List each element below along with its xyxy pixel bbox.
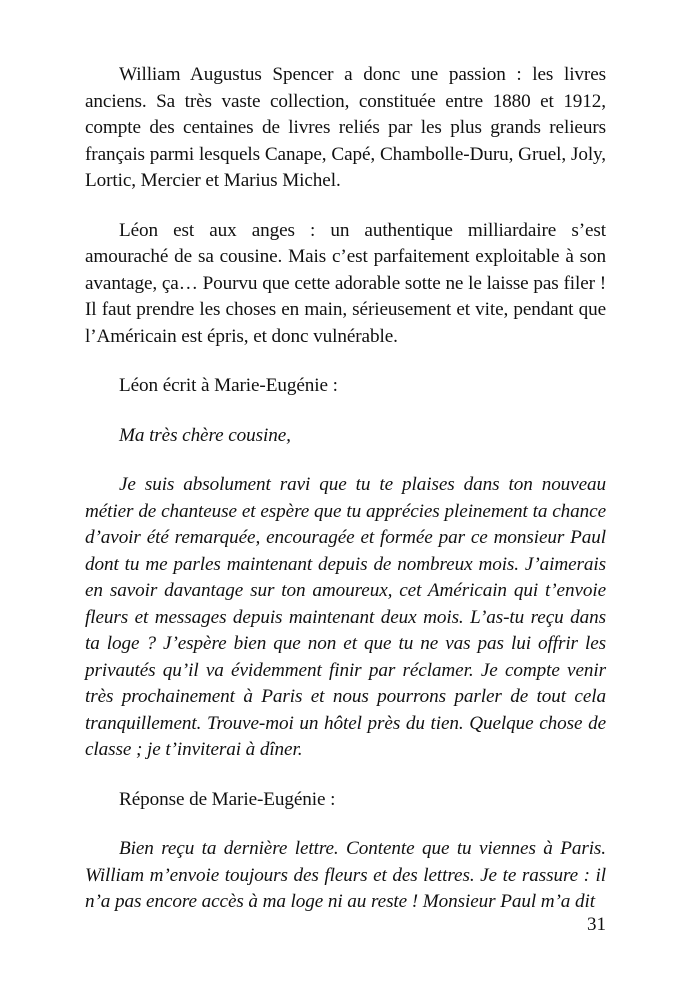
page-number: 31 xyxy=(587,914,606,935)
paragraph-leon-anges: Léon est aux anges : un authentique milliardaire s’est amouraché de sa cousine. Mais c’est parfaitement exploitable à son avantage, ça… Pourvu que cette adorable sotte ne le laisse pas filer ! Il faut prendre les choses en main, sérieusement et vite, pendant que l’Américain est épris, et donc vulnérable. xyxy=(85,219,606,347)
paragraph-reponse: Réponse de Marie-Eugénie : xyxy=(119,788,336,810)
page-body xyxy=(85,62,606,939)
letter-salutation: Ma très chère cousine, xyxy=(119,424,291,446)
paragraph-leon-ecrit: Léon écrit à Marie-Eugénie : xyxy=(119,375,338,396)
letter-body-leon: Je suis absolument ravi que tu te plaises dans ton nouveau métier de chanteuse et espère que tu apprécies pleinement ta chance d’avoir été remarquée, encouragée et formée par ce monsieur Paul dont tu me parles maintenant depuis de nombreux mois. J’aimerais en savoir davantage sur ton amoureux, cet Américain qui t’envoie fleurs et messages depuis maintenant deux mois. L’as-tu reçu dans ta loge ? J’espère bien que non et que tu ne vas pas lui offrir les privautés qu’il va évidemment finir par réclamer. Je compte venir très prochainement à Paris et nous pourrons parler de tout cela tranquillement. Trouve-moi un hôtel près du tien. Quelque chose de classe ; je t’inviterai à dîner. xyxy=(85,474,606,760)
letter-body-marie-eugenie: Bien reçu ta dernière lettre. Contente que tu viennes à Paris. William m’envoie toujours des fleurs et des lettres. Je te rassure : il n’a pas encore accès à ma loge ni au reste ! Monsieur Paul m’a dit xyxy=(85,838,606,912)
paragraph-spencer-collection: William Augustus Spencer a donc une passion : les livres anciens. Sa très vaste collection, constituée entre 1880 et 1912, compte des centaines de livres reliés par les plus grands relieurs français parmi lesquels Canape, Capé, Chambolle-Duru, Gruel, Joly, Lortic, Mercier et Marius Michel. xyxy=(85,64,606,191)
